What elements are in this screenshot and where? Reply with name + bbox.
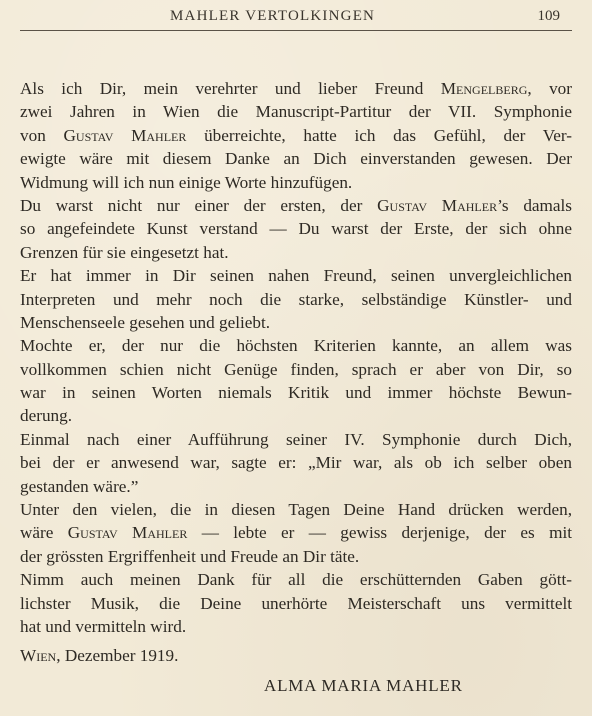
text-line [20, 100, 572, 123]
paragraph [20, 264, 572, 334]
text-line [20, 77, 572, 100]
signature: ALMA MARIA MAHLER [264, 676, 463, 695]
text-segment: zwei Jahren in Wien die Manuscript-Partitur der VII. Symphonie [20, 102, 572, 122]
text-segment: Grenzen für sie eingesetzt hat. [20, 242, 229, 262]
text-segment: wäre [20, 523, 68, 543]
text-segment: Einmal nach einer Aufführung seiner IV. Symphonie durch Dich, [20, 429, 572, 449]
text-line [20, 334, 572, 357]
text-line [20, 171, 572, 194]
text-line [20, 475, 572, 498]
paragraph [20, 568, 572, 638]
letter-body [20, 77, 572, 638]
text-line [20, 288, 572, 311]
text-segment: war in seinen Worten niemals Kritik und immer höchste Bewun- [20, 383, 572, 403]
text-line [20, 194, 572, 217]
text-segment: hat und vermitteln wird. [20, 616, 187, 636]
text-line [20, 124, 572, 147]
text-segment: so angefeindete Kunst verstand — Du warst der Erste, der sich ohne [20, 219, 572, 239]
text-segment: Unter den vielen, die in diesen Tagen Deine Hand drücken werden, [20, 500, 572, 520]
paragraph [20, 77, 572, 194]
page-header [20, 6, 572, 31]
paragraph [20, 428, 572, 498]
text-segment: ’s damals [497, 195, 572, 215]
text-line [20, 451, 572, 474]
page-number: 109 [537, 8, 560, 24]
text-line [20, 568, 572, 591]
text-segment: Menschenseele gesehen und geliebt. [20, 312, 271, 332]
paragraph [20, 334, 572, 428]
text-segment: — lebte er — gewiss derjenige, der es mit [187, 523, 572, 543]
text-line [20, 428, 572, 451]
text-line [20, 147, 572, 170]
text-segment: Als ich Dir, mein verehrter und lieber Freund [20, 79, 441, 98]
text-segment: , Dezember 1919. [56, 646, 179, 665]
text-segment: der grössten Ergriffenheit und Freude an Dir täte. [20, 546, 360, 566]
text-line [20, 404, 572, 427]
text-line [20, 545, 572, 568]
small-caps-name: Wien [20, 646, 57, 665]
running-head: MAHLER VERTOLKINGEN [170, 8, 376, 24]
text-segment: , vor [527, 79, 572, 98]
text-line [20, 241, 572, 264]
text-segment: vollkommen schien nicht Genüge finden, sprach er aber von Dir, so [20, 359, 572, 379]
text-line [20, 615, 572, 638]
text-segment: Er hat immer in Dir seinen nahen Freund, seinen unvergleichlichen [20, 266, 572, 286]
text-line [20, 592, 572, 615]
text-line [20, 381, 572, 404]
place-and-date [20, 646, 178, 666]
text-segment: Du warst nicht nur einer der ersten, der [20, 195, 378, 215]
small-caps-name: Gustav Mahler [63, 125, 187, 145]
text-line [20, 264, 572, 287]
text-segment: Widmung will ich nun einige Worte hinzufügen. [20, 172, 353, 192]
paragraph [20, 194, 572, 264]
text-line [20, 311, 572, 334]
small-caps-name: Gustav Mahler [67, 523, 188, 543]
paragraph [20, 498, 572, 568]
text-line [20, 217, 572, 240]
text-line [20, 498, 572, 521]
text-segment: Nimm auch meinen Dank für all die erschütternden Gaben gött- [20, 570, 572, 590]
text-segment: überreichte, hatte ich das Gefühl, der Ver- [186, 125, 573, 145]
text-segment: bei der er anwesend war, sagte er: „Mir war, als ob ich selber oben [20, 453, 572, 473]
text-segment: Interpreten und mehr noch die starke, selbständige Künstler- und [20, 289, 572, 309]
small-caps-name: Gustav Mahler [377, 195, 498, 215]
text-segment: gestanden wäre.” [20, 476, 139, 496]
text-segment: Mochte er, der nur die höchsten Kriterien kannte, an allem was [20, 336, 572, 356]
small-caps-name: Mengelberg [440, 79, 528, 98]
text-line [20, 358, 572, 381]
text-segment: ewigte wäre mit diesem Danke an Dich einverstanden gewesen. Der [20, 149, 572, 169]
text-segment: derung. [20, 406, 73, 426]
text-segment: lichster Musik, die Deine unerhörte Meisterschaft uns vermittelt [20, 593, 572, 613]
text-segment: von [20, 125, 64, 145]
text-line [20, 521, 572, 544]
